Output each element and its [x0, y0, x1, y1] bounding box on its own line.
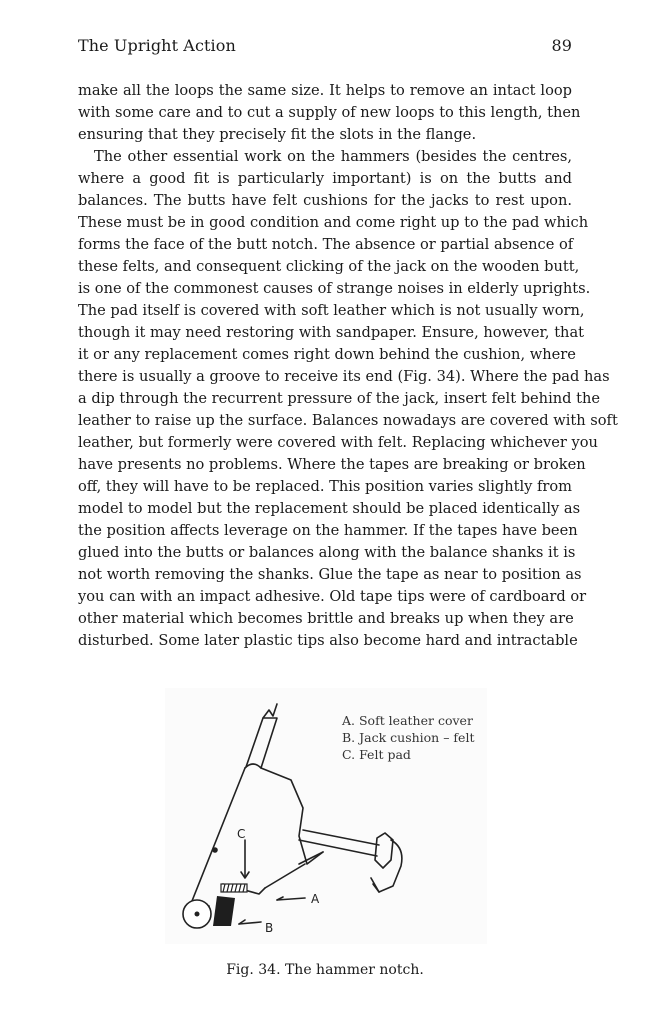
hammer-notch-figure	[165, 688, 487, 944]
body-line: make all the loops the same size. It helps to remove an intact loop	[78, 82, 572, 99]
body-line: The other essential work on the hammers (besides the centres,	[94, 148, 572, 165]
body-line: model to model but the replacement should be placed identically as	[78, 500, 581, 517]
body-line: leather, but formerly were covered with felt. Replacing whichever you	[78, 434, 598, 451]
body-text	[78, 80, 618, 652]
body-line: have presents no problems. Where the tapes are breaking or broken	[78, 456, 586, 473]
legend-item-b: B. Jack cushion – felt	[342, 730, 475, 745]
body-line: a dip through the recurrent pressure of the jack, insert felt behind the	[78, 390, 601, 407]
body-line: is one of the commonest causes of strange noises in elderly uprights.	[78, 280, 591, 297]
legend-item-a: A. Soft leather cover	[342, 713, 473, 728]
figure-caption: Fig. 34. The hammer notch.	[226, 962, 424, 978]
body-line: with some care and to cut a supply of new loops to this length, then	[78, 104, 581, 121]
body-line: you can with an impact adhesive. Old tape tips were of cardboard or	[78, 588, 587, 605]
body-line: leather to raise up the surface. Balances nowadays are covered with soft	[78, 412, 618, 429]
body-line: balances. The butts have felt cushions for the jacks to rest upon.	[78, 192, 572, 209]
chapter-title: The Upright Action	[78, 36, 236, 55]
body-line: forms the face of the butt notch. The absence or partial absence of	[78, 236, 574, 253]
page-number: 89	[551, 36, 572, 55]
body-line: where a good fit is particularly important) is on the butts and	[78, 170, 572, 187]
body-line: the position affects leverage on the hammer. If the tapes have been	[78, 522, 578, 539]
body-line: ensuring that they precisely fit the slots in the flange.	[78, 126, 477, 143]
legend-item-c: C. Felt pad	[342, 747, 411, 762]
body-line: there is usually a groove to receive its end (Fig. 34). Where the pad has	[78, 368, 610, 385]
label-c: C	[237, 827, 246, 841]
label-b: B	[265, 921, 274, 935]
body-line: disturbed. Some later plastic tips also become hard and intractable	[78, 632, 578, 649]
body-line: though it may need restoring with sandpaper. Ensure, however, that	[78, 324, 585, 341]
label-a: A	[311, 892, 320, 906]
body-line: off, they will have to be replaced. This position varies slightly from	[78, 478, 573, 495]
body-line: other material which becomes brittle and breaks up when they are	[78, 610, 574, 627]
body-line: glued into the butts or balances along with the balance shanks it is	[78, 544, 576, 561]
body-line: The pad itself is covered with soft leather which is not usually worn,	[78, 302, 585, 319]
running-head	[78, 36, 572, 55]
body-line: not worth removing the shanks. Glue the tape as near to position as	[78, 566, 582, 583]
body-line: these felts, and consequent clicking of the jack on the wooden butt,	[78, 258, 580, 275]
body-line: it or any replacement comes right down behind the cushion, where	[78, 346, 576, 363]
body-line: These must be in good condition and come right up to the pad which	[78, 214, 589, 231]
figure-legend	[342, 712, 474, 763]
